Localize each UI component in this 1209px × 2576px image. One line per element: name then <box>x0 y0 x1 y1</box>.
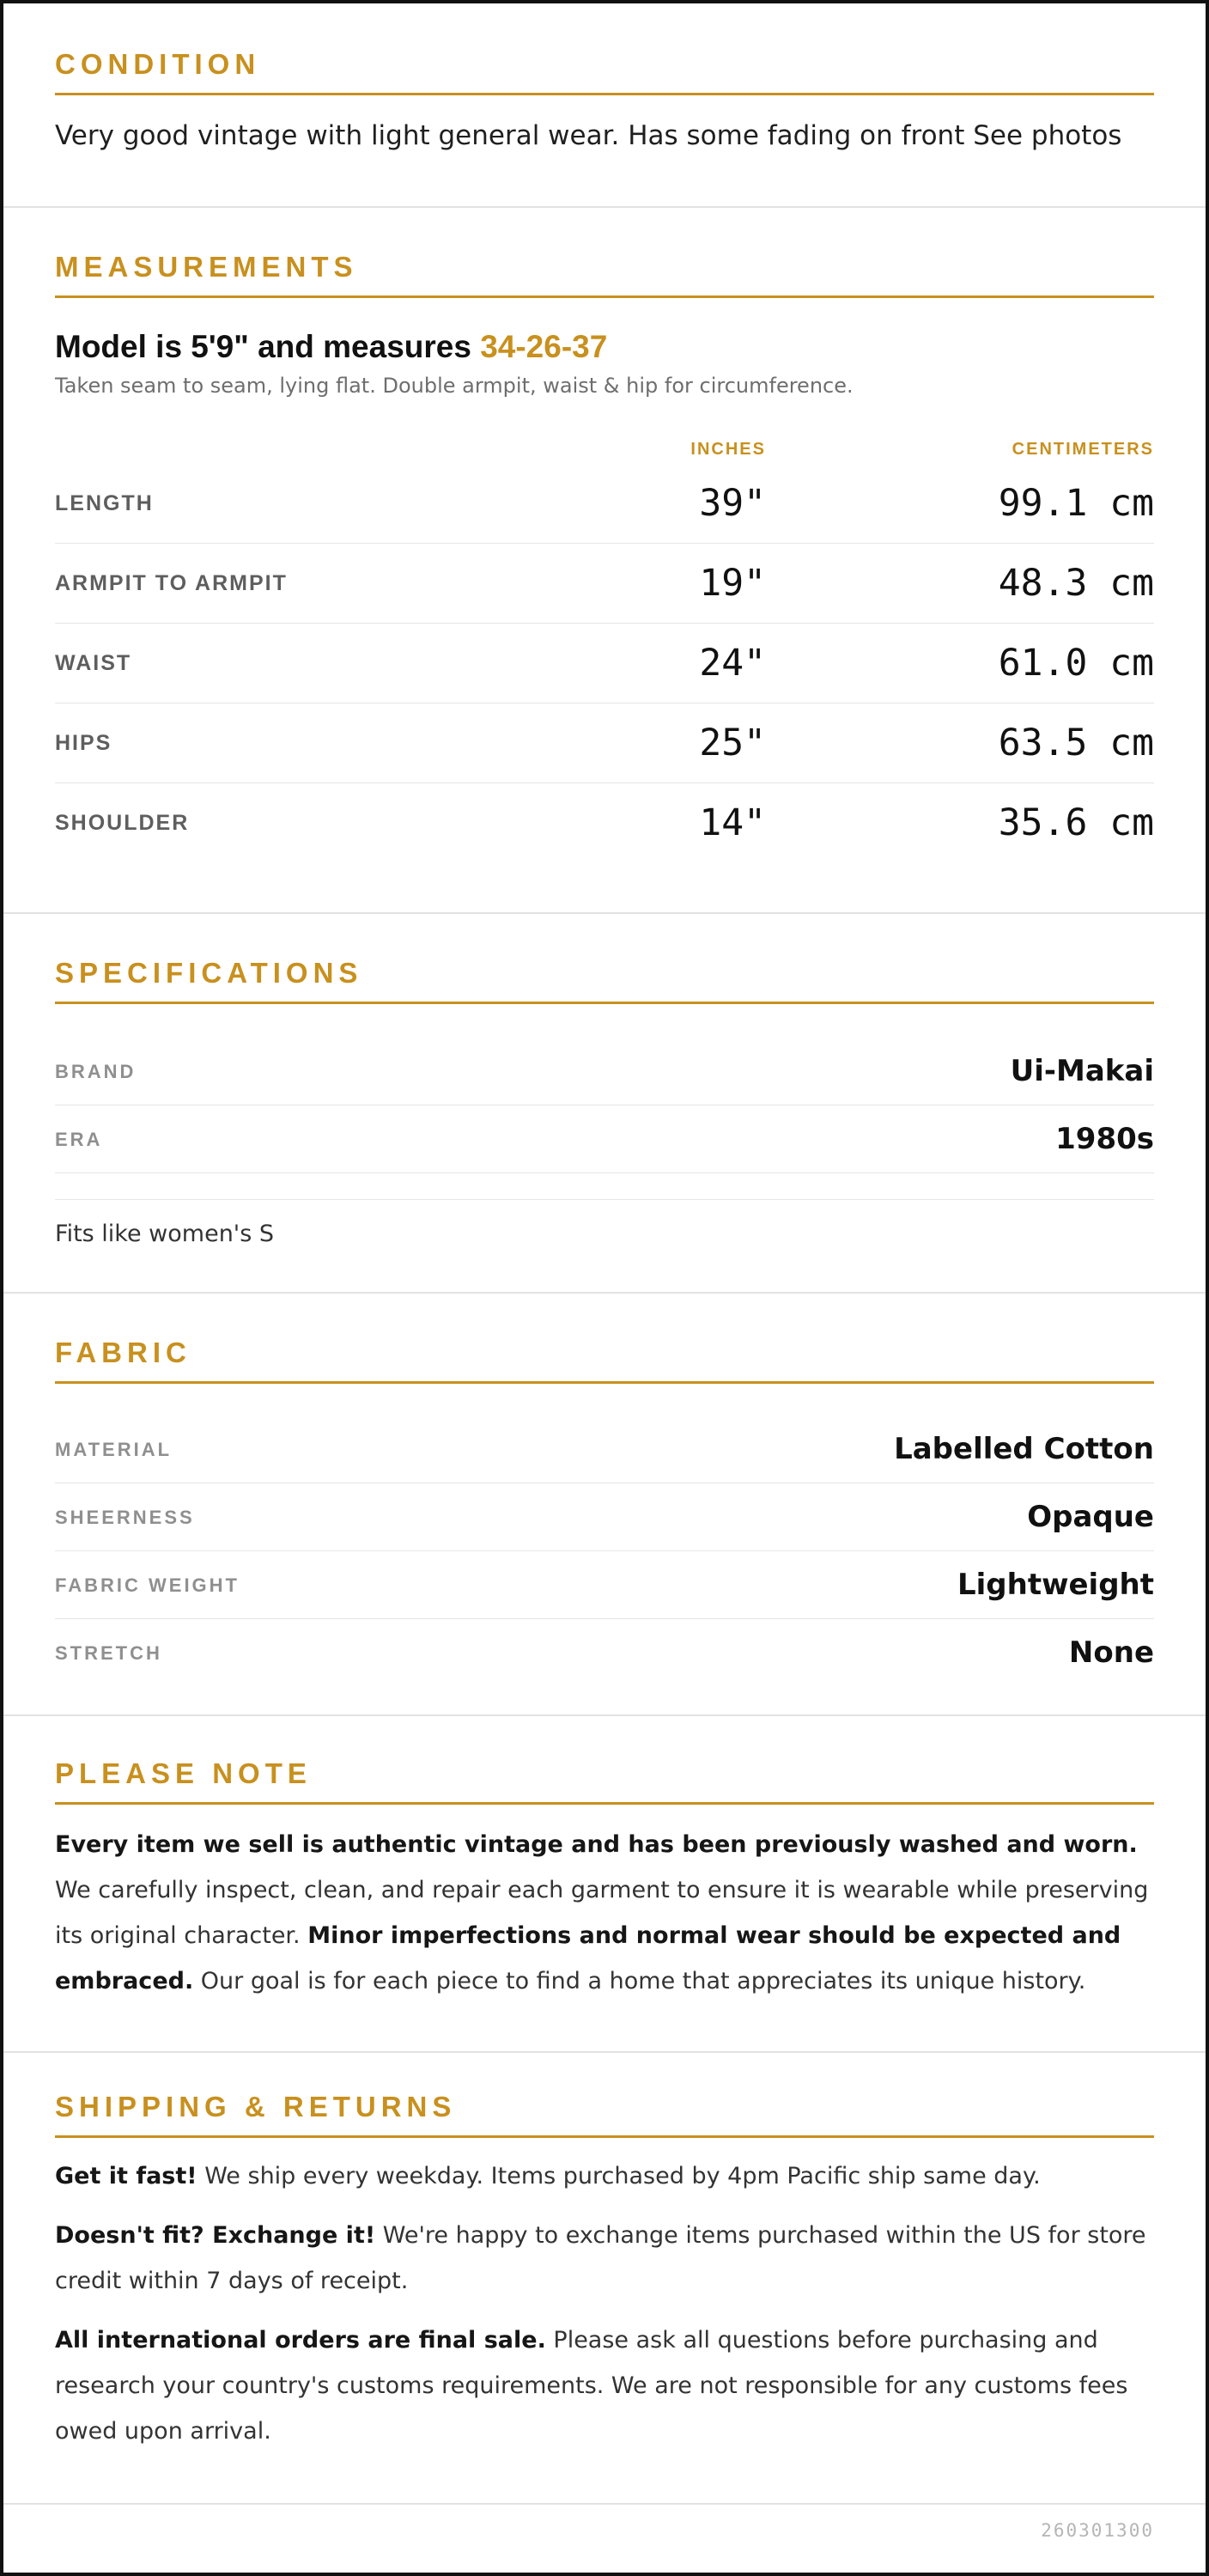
fabric-section <box>3 1294 1206 1716</box>
measurement-cm: 48.3 cm <box>998 562 1154 605</box>
fabric-value: None <box>1068 1635 1154 1670</box>
shipping-paragraph-2 <box>55 2213 1154 2304</box>
shipping-heading: SHIPPING & RETURNS <box>55 2091 1154 2138</box>
measurement-inches: 39" <box>699 482 766 525</box>
shipping-text-2: We're happy to exchange items purchased within the US for store credit within 7 days of receipt. <box>55 2222 1146 2294</box>
fabric-row-stretch <box>55 1619 1154 1687</box>
measurement-label: WAIST <box>55 651 132 675</box>
measurements-heading: MEASUREMENTS <box>55 251 1154 298</box>
fit-note: Fits like women's S <box>55 1221 275 1247</box>
measurement-row-waist <box>55 624 1154 703</box>
measurement-cm: 63.5 cm <box>998 722 1154 764</box>
fabric-label: SHEERNESS <box>55 1507 195 1528</box>
measurement-cm: 35.6 cm <box>998 801 1154 844</box>
please-note-section <box>3 1716 1206 2053</box>
column-header-centimeters: CENTIMETERS <box>1012 440 1154 459</box>
measurement-cm: 99.1 cm <box>998 482 1154 525</box>
measurement-label: ARMPIT TO ARMPIT <box>55 571 288 595</box>
fabric-label: FABRIC WEIGHT <box>55 1574 240 1596</box>
shipping-bold-2: Doesn't fit? Exchange it! <box>55 2222 376 2249</box>
model-measures-value: 34-26-37 <box>480 329 608 364</box>
model-measurements-line <box>55 329 1154 365</box>
fabric-row-weight <box>55 1551 1154 1619</box>
fabric-row-sheerness <box>55 1483 1154 1551</box>
footer-product-code: 260301300 <box>1041 2520 1154 2541</box>
spec-row-era <box>55 1105 1154 1173</box>
spec-row-brand <box>55 1038 1154 1105</box>
spec-value: Ui-Makai <box>1010 1054 1154 1088</box>
fabric-label: STRETCH <box>55 1642 162 1664</box>
column-header-inches: INCHES <box>690 440 766 459</box>
spec-label: BRAND <box>55 1061 137 1082</box>
measurements-table <box>55 440 1154 921</box>
measurement-inches: 14" <box>699 801 766 844</box>
please-note-bold-2: Minor imperfections and normal wear should be expected and embraced. <box>55 1922 1121 1994</box>
measurement-inches: 24" <box>699 642 766 685</box>
measurement-row-shoulder <box>55 783 1154 863</box>
measurement-label: HIPS <box>55 731 112 755</box>
shipping-paragraph-1 <box>55 2153 1154 2199</box>
shipping-text-3: Please ask all questions before purchasing and research your country's customs requirements. We are not responsible for any customs fees owed upon arrival. <box>55 2327 1128 2445</box>
condition-heading: CONDITION <box>55 48 1154 95</box>
fabric-label: MATERIAL <box>55 1439 173 1460</box>
spec-divider <box>55 1199 1154 1200</box>
model-prefix: Model is 5'9" and measures <box>55 329 481 364</box>
measurement-label: LENGTH <box>55 491 154 515</box>
please-note-text-1: We carefully inspect, clean, and repair each garment to ensure it is wearable while preserving its original character. <box>55 1877 1149 1949</box>
measurement-inches: 19" <box>699 562 766 605</box>
measurements-section <box>3 208 1206 914</box>
fabric-value: Labelled Cotton <box>894 1432 1154 1466</box>
shipping-bold-1: Get it fast! <box>55 2163 197 2189</box>
condition-section <box>3 3 1206 208</box>
specifications-section <box>3 914 1206 1294</box>
measurement-label: SHOULDER <box>55 811 190 835</box>
measurements-subtitle: Taken seam to seam, lying flat. Double armpit, waist & hip for circumference. <box>55 374 854 398</box>
specifications-heading: SPECIFICATIONS <box>55 957 1154 1004</box>
fabric-value: Opaque <box>1027 1500 1154 1534</box>
spec-label: ERA <box>55 1129 103 1150</box>
measurement-cm: 61.0 cm <box>998 642 1154 685</box>
measurement-inches: 25" <box>699 722 766 764</box>
please-note-text-2: Our goal is for each piece to find a home that appreciates its unique history. <box>193 1968 1086 1994</box>
condition-text: Very good vintage with light general wear. Has some fading on front See photos <box>55 120 1122 151</box>
spec-value: 1980s <box>1055 1122 1154 1156</box>
please-note-text <box>55 1822 1154 2004</box>
measurement-row-length <box>55 464 1154 544</box>
please-note-heading: PLEASE NOTE <box>55 1757 1154 1805</box>
shipping-text-1: We ship every weekday. Items purchased by 4pm Pacific ship same day. <box>197 2163 1041 2189</box>
measurement-row-armpit <box>55 544 1154 624</box>
please-note-bold-1: Every item we sell is authentic vintage and has been previously washed and worn. <box>55 1831 1138 1858</box>
fabric-value: Lightweight <box>957 1568 1154 1602</box>
measurement-row-hips <box>55 703 1154 783</box>
shipping-paragraph-3 <box>55 2317 1154 2454</box>
fabric-heading: FABRIC <box>55 1337 1154 1384</box>
shipping-section <box>3 2053 1206 2505</box>
fabric-row-material <box>55 1416 1154 1483</box>
shipping-bold-3: All international orders are final sale. <box>55 2327 546 2354</box>
